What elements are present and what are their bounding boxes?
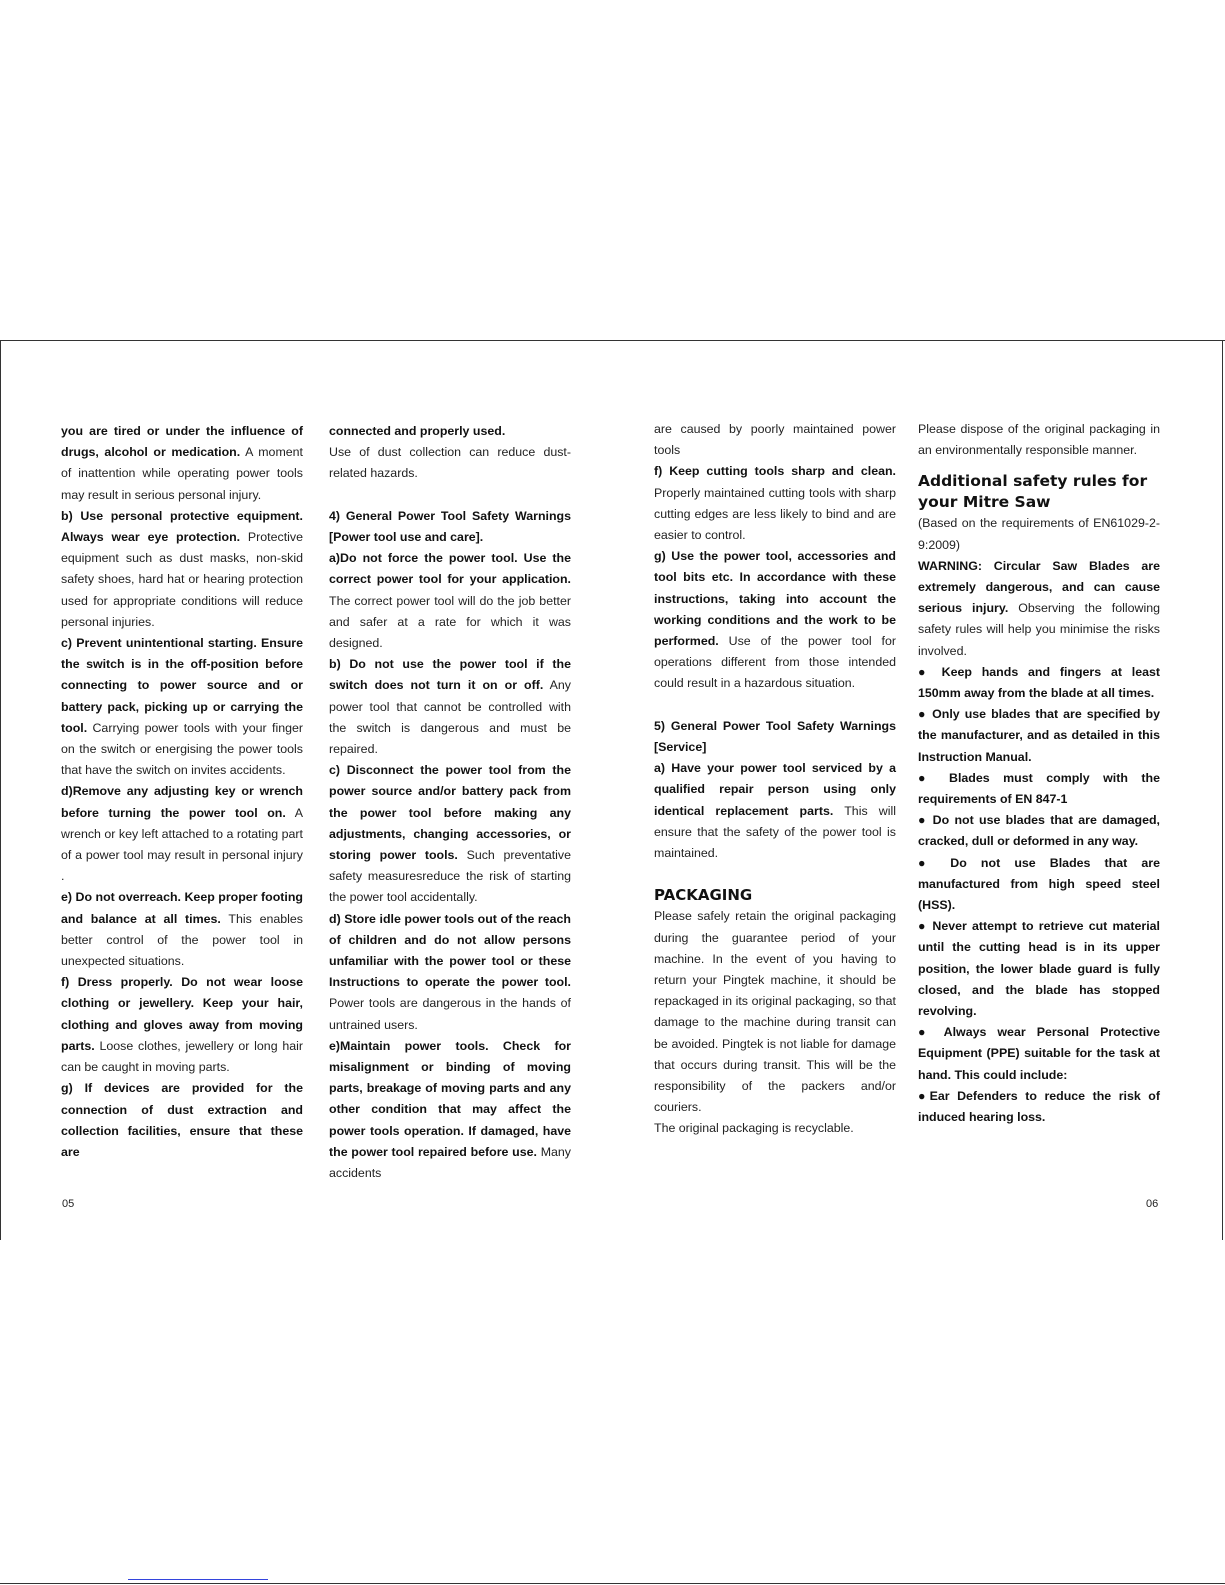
paragraph-e: e) Do not overreach. Keep proper footing and balance at all times. This enables better control of the power tool in unexpected situations. <box>61 890 303 969</box>
paragraph-e-continued: are caused by poorly maintained power tools <box>654 422 896 458</box>
bullet-item: ● Never attempt to retrieve cut material until the cutting head is in its upper position, the lower blade guard is fully closed, and the blade has stopped revolving. <box>918 919 1160 1019</box>
bullet-item: ● Do not use blades that are damaged, cracked, dull or deformed in any way. <box>918 813 1160 849</box>
section-4-title: 4) General Power Tool Safety Warnings [Power tool use and care]. <box>329 508 571 544</box>
paragraph-b: b) Do not use the power tool if the switch does not turn it on or off. Any power tool that cannot be controlled with the switch is dangerous and must be repaired. <box>329 657 571 757</box>
page-frame-top <box>0 340 1225 341</box>
recyclable-text: The original packaging is recyclable. <box>654 1121 854 1136</box>
page-frame-left <box>0 340 1 1240</box>
paragraph-g: g) If devices are provided for the connection of dust extraction and collection facilities, ensure that these are <box>61 1081 303 1159</box>
paragraph-a-continued: you are tired or under the influence of drugs, alcohol or medication. A moment of inattention while operating power tools may result in serious personal injury. <box>61 424 303 502</box>
paragraph-c: c) Prevent unintentional starting. Ensure the switch is in the off-position before connecting to power source and or battery pack, picking up or carrying the tool. Carrying power tools with your finger on the switch or energising the power tools that have the switch on invites accidents. <box>61 636 303 778</box>
spacer <box>329 485 571 506</box>
paragraph-f: f) Dress properly. Do not wear loose clothing or jewellery. Keep your hair, clothing and gloves away from moving parts. Loose clothes, jewellery or long hair can be caught in moving parts. <box>61 975 303 1075</box>
bullet-item: ● Do not use Blades that are manufactured from high speed steel (HSS). <box>918 855 1160 913</box>
dust-collection-text: Use of dust collection can reduce dust-related hazards. <box>329 445 571 481</box>
additional-safety-heading: Additional safety rules for your Mitre Saw <box>918 472 1148 512</box>
dispose-text: Please dispose of the original packaging in an environmentally responsible manner. <box>918 422 1160 458</box>
bullet-item: ● Always wear Personal Protective Equipment (PPE) suitable for the task at hand. This could include: <box>918 1025 1160 1082</box>
paragraph-d: d) Store idle power tools out of the reach of children and do not allow persons unfamiliar with the power tool or these Instructions to operate the power tool. Power tools are dangerous in the hands of untrained users. <box>329 911 571 1032</box>
paragraph-a: a) Have your power tool serviced by a qualified repair person using only identical replacement parts. This will ensure that the safety of the power tool is maintained. <box>654 761 896 861</box>
spacer <box>654 864 896 885</box>
paragraph-e: e)Maintain power tools. Check for misalignment or binding of moving parts, breakage of moving parts and any other condition that may affect the power tools operation. If damaged, have the power tool repaired before use. Many accidents <box>329 1038 571 1181</box>
bullet-item: ● Only use blades that are specified by the manufacturer, and as detailed in this Instruction Manual. <box>918 707 1160 764</box>
column-4 <box>918 419 1160 1128</box>
bullet-item: ● Blades must comply with the requirements of EN 847-1 <box>918 770 1160 807</box>
paragraph-g-continued: connected and properly used. <box>329 424 506 438</box>
paragraph-a: a)Do not force the power tool. Use the correct power tool for your application. The correct power tool will do the job better and safer at a rate for which it was designed. <box>329 551 571 651</box>
hyperlink-underline[interactable] <box>128 1579 268 1580</box>
based-on-text: (Based on the requirements of EN61029-2-9:2009) <box>918 516 1160 552</box>
packaging-text: Please safely retain the original packaging during the guarantee period of your machine. In the event of you having to return your Pingtek machine, it should be repackaged in its original packaging, so that damage to the machine during transit can be avoided. Pingtek is not liable for damage that occurs during transit. This will be the responsibility of the packers and/or couriers. <box>654 909 896 1115</box>
column-2 <box>329 421 571 1184</box>
page-frame-bottom <box>0 1583 1225 1584</box>
page-frame-right <box>1222 340 1223 1240</box>
paragraph-d: d)Remove any adjusting key or wrench before turning the power tool on. A wrench or key left attached to a rotating part of a power tool may result in personal injury . <box>61 784 303 884</box>
paragraph-c: c) Disconnect the power tool from the power source and/or battery pack from the power tool before making any adjustments, changing accessories, or storing power tools. Such preventative safety measuresreduce the risk of starting the power tool accidentally. <box>329 763 571 905</box>
warning-paragraph: WARNING: Circular Saw Blades are extremely dangerous, and can cause serious injury. Observing the following safety rules will help you minimise the risks involved. <box>918 558 1160 658</box>
column-1 <box>61 421 303 1163</box>
section-5-title: 5) General Power Tool Safety Warnings [Service] <box>654 718 896 755</box>
spacer <box>654 695 896 716</box>
column-3 <box>654 419 896 1140</box>
page-number-left: 05 <box>62 1198 75 1210</box>
bullet-item: ● Keep hands and fingers at least 150mm away from the blade at all times. <box>918 664 1160 701</box>
paragraph-b: b) Use personal protective equipment. Always wear eye protection. Protective equipment such as dust masks, non-skid safety shoes, hard hat or hearing protection used for appropriate conditions will reduce personal injuries. <box>61 508 303 629</box>
page-number-right: 06 <box>1146 1198 1159 1210</box>
paragraph-g: g) Use the power tool, accessories and tool bits etc. In accordance with these instructions, taking into account the working conditions and the work to be performed. Use of the power tool for operations different from those intended could result in a hazardous situation. <box>654 549 896 691</box>
bullet-item: ●Ear Defenders to reduce the risk of induced hearing loss. <box>918 1088 1160 1125</box>
packaging-heading: PACKAGING <box>654 886 753 905</box>
paragraph-f: f) Keep cutting tools sharp and clean. Properly maintained cutting tools with sharp cutting edges are less likely to bind and are easier to control. <box>654 464 896 543</box>
